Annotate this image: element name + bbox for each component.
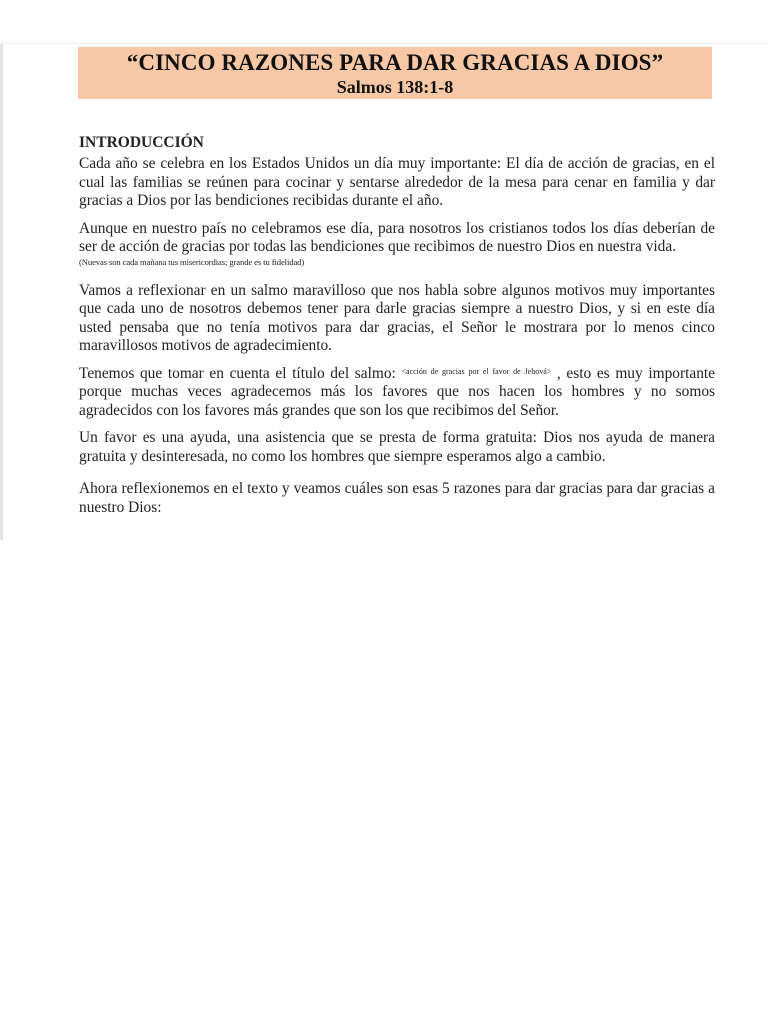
title-banner xyxy=(78,47,712,99)
document-body xyxy=(79,134,715,517)
paragraph-2-text: Aunque en nuestro país no celebramos ese día, para nosotros los cristianos todos los días deberían de ser de acción de gracias por todas las bendiciones que recibimos de nuestro Dios en nuestra vida. xyxy=(79,219,715,255)
document-title: “CINCO RAZONES PARA DAR GRACIAS A DIOS” xyxy=(126,50,664,75)
page-left-edge xyxy=(0,44,3,540)
section-heading: INTRODUCCIÓN xyxy=(79,134,204,151)
paragraph-2-note: (Nuevas son cada mañana tus misericordias; grande es tu fidelidad) xyxy=(79,256,305,267)
psalm-title-quote: <acción de gracias por el favor de Jehová> xyxy=(401,366,552,376)
paragraph-2 xyxy=(79,220,715,268)
document-subtitle: Salmos 138:1-8 xyxy=(336,77,454,97)
paragraph-3: Vamos a reflexionar en un salmo maravilloso que nos habla sobre algunos motivos muy importantes que cada uno de nosotros debemos tener para darle gracias siempre a nuestro Dios, y si en este día usted pensaba que no tenía motivos para dar gracias, el Señor le mostrara por lo menos cinco maravillosos motivos de agradecimiento. xyxy=(79,281,715,354)
paragraph-6: Ahora reflexionemos en el texto y veamos cuáles son esas 5 razones para dar gracias para dar gracias a nuestro Dios: xyxy=(79,480,715,516)
paragraph-4-end: , esto es muy importante porque muchas veces agradecemos más los favores que nos hacen los hombres y no somos agradecidos con los favores más grandes que son los que recibimos del Señor. xyxy=(79,364,716,419)
paragraph-4-start: Tenemos que tomar en cuenta el título del salmo: xyxy=(79,364,402,382)
paragraph-4 xyxy=(79,365,715,421)
paragraph-1: Cada año se celebra en los Estados Unidos un día muy importante: El día de acción de gracias, en el cual las familias se reúnen para cocinar y sentarse alrededor de la mesa para cenar en familia y dar gracias a Dios por las bendiciones recibidas durante el año. xyxy=(79,155,715,209)
paragraph-5: Un favor es una ayuda, una asistencia que se presta de forma gratuita: Dios nos ayuda de manera gratuita y desinteresada, no como los hombres que siempre esperamos algo a cambio. xyxy=(79,429,715,465)
